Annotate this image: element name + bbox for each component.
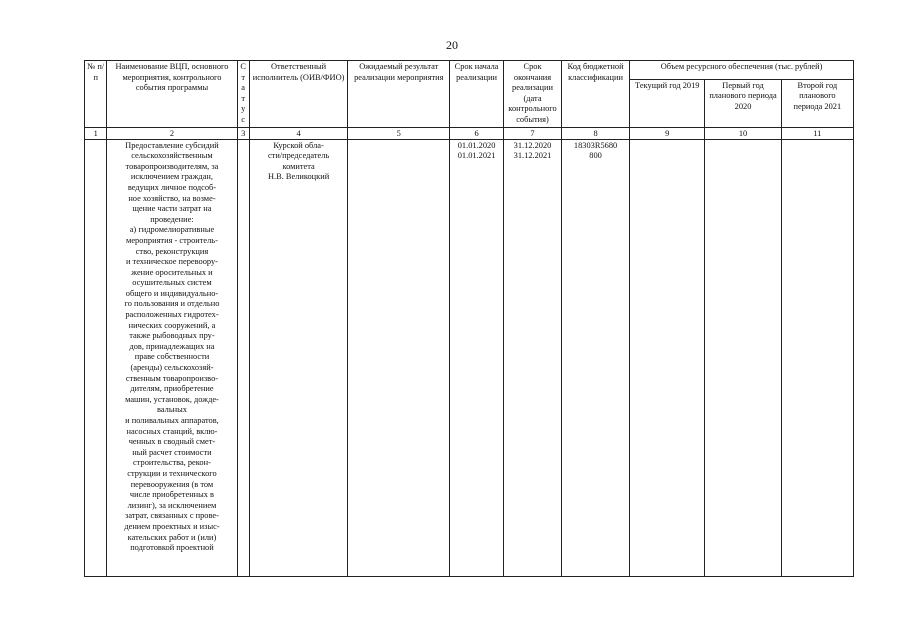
row-name-line: ное хозяйство, на возме- [128,193,216,203]
row-name-line: исключением граждан, [130,172,213,182]
row-name-line: го пользования и отдельно [124,299,220,309]
row-name-line: щение части затрат на [132,204,212,214]
row-name-line: строительства, рекон- [133,458,211,468]
start-date: 01.01.2020 [457,140,496,150]
header-current-year: Текущий год 2019 [630,79,705,127]
row-name-line: праве собственности [134,352,210,362]
row-name-line: кательских работ и (или) [127,532,217,542]
column-number: 2 [107,127,237,139]
row-name-line: числе приобретенных в [129,490,215,500]
row-name-line: жение оросительных и [131,267,213,277]
row-expected-result [348,139,450,576]
status-letter: т [241,72,245,82]
header-start-date: Срок начала реализации [450,61,504,128]
row-executor-line: Н.В. Великоцкий [267,172,330,182]
column-number: 5 [348,127,450,139]
header-row-1 [85,61,854,80]
budget-code-line: 800 [589,151,602,161]
row-name-line: проведение: [150,214,194,224]
row-name-line: Предоставление субсидий [125,140,219,150]
row-name-line: дением проектных и изыс- [124,521,220,531]
row-name [107,139,237,576]
row-budget-code [562,139,630,576]
column-number: 1 [85,127,107,139]
row-name-line: ство, реконструкция [135,246,209,256]
row-name-line: машин, установок, дожде- [125,394,219,404]
status-letter: а [241,83,246,93]
column-number: 4 [249,127,348,139]
column-number: 10 [705,127,781,139]
row-name-line: нических сооружений, а [128,320,216,330]
row-name-line: расположенных гидротех- [125,310,219,320]
budget-code-line: 18303R5680 [573,140,618,150]
row-executor [249,139,348,576]
row-second-plan-year [781,139,853,576]
row-num [85,139,107,576]
end-date: 31.12.2020 [513,140,552,150]
row-name-line: осушительных систем [132,278,212,288]
start-date: 01.01.2021 [457,151,496,161]
row-name-line: ченных в сводный смет- [128,437,216,447]
page-number: 20 [446,38,458,52]
row-first-plan-year [705,139,781,576]
row-name-line: дителям, приобретение [130,384,214,394]
row-status [237,139,249,576]
row-name-line: общего и индивидуально- [125,288,219,298]
column-number-row [85,127,854,139]
header-resource-volume: Объем ресурсного обеспечения (тыс. рублей) [630,61,854,80]
row-name-line: затрат, связанных с прове- [125,511,219,521]
program-table [84,60,854,577]
column-number: 7 [504,127,562,139]
row-name-line: перевооружения (в том [130,479,214,489]
row-name-line: товаропроизводителям, за [125,161,219,171]
row-name-line: вальных [157,405,187,415]
status-letter: С [240,62,246,71]
table-row [85,139,854,576]
row-end-dates [504,139,562,576]
row-name-line: подготовкой проектной [130,543,214,553]
row-name-line: также рыбоводных пру- [129,331,215,341]
row-name-line: ный расчет стоимости [132,447,212,457]
row-current-year [630,139,705,576]
row-name-line: дов, принадлежащих на [129,341,215,351]
status-letter: с [241,114,246,124]
column-number: 8 [562,127,630,139]
header-end-date: Срок окончания реализации (дата контрольного события) [504,61,562,128]
row-executor-line: Курской обла- [273,140,324,150]
row-name-line: насосных станций, вклю- [126,426,218,436]
column-number: 6 [450,127,504,139]
row-name-line: а) гидромелиоративные [129,225,215,235]
row-name-line: и техническое перевоору- [125,257,218,267]
header-first-plan-year: Первый год планового периода 2020 [705,79,781,127]
column-number: 9 [630,127,705,139]
header-expected-result: Ожидаемый результат реализации мероприятия [348,61,450,128]
end-date: 31.12.2021 [513,151,552,161]
header-name: Наименование ВЦП, основного мероприятия, контрольного события программы [107,61,237,128]
row-name-line: ственным товаропроизво- [125,373,219,383]
row-name-line: мероприятия - строитель- [126,235,218,245]
row-name-line: ведущих личное подсоб- [127,182,217,192]
row-executor-line: комитета [282,161,315,171]
row-name-line: и поливальных аппаратов, [125,416,219,425]
row-name-line: лизинг), за исключением [127,500,217,510]
row-executor-line: сти/председатель [267,151,330,161]
column-number: 3 [237,127,249,139]
row-name-line: сельскохозяйственным [131,151,213,161]
header-executor: Ответственный исполнитель (ОИВ/ФИО) [249,61,348,128]
row-start-dates [450,139,504,576]
header-budget-code: Код бюджетной классификации [562,61,630,128]
status-letter: т [241,93,245,103]
header-num: № п/п [85,61,107,128]
header-second-plan-year: Второй год планового периода 2021 [781,79,853,127]
column-number: 11 [781,127,853,139]
row-name-line: струкции и технического [127,468,217,478]
status-letter: у [241,104,246,114]
header-status [237,61,249,128]
row-name-line: (аренды) сельскохозяй- [130,363,214,373]
